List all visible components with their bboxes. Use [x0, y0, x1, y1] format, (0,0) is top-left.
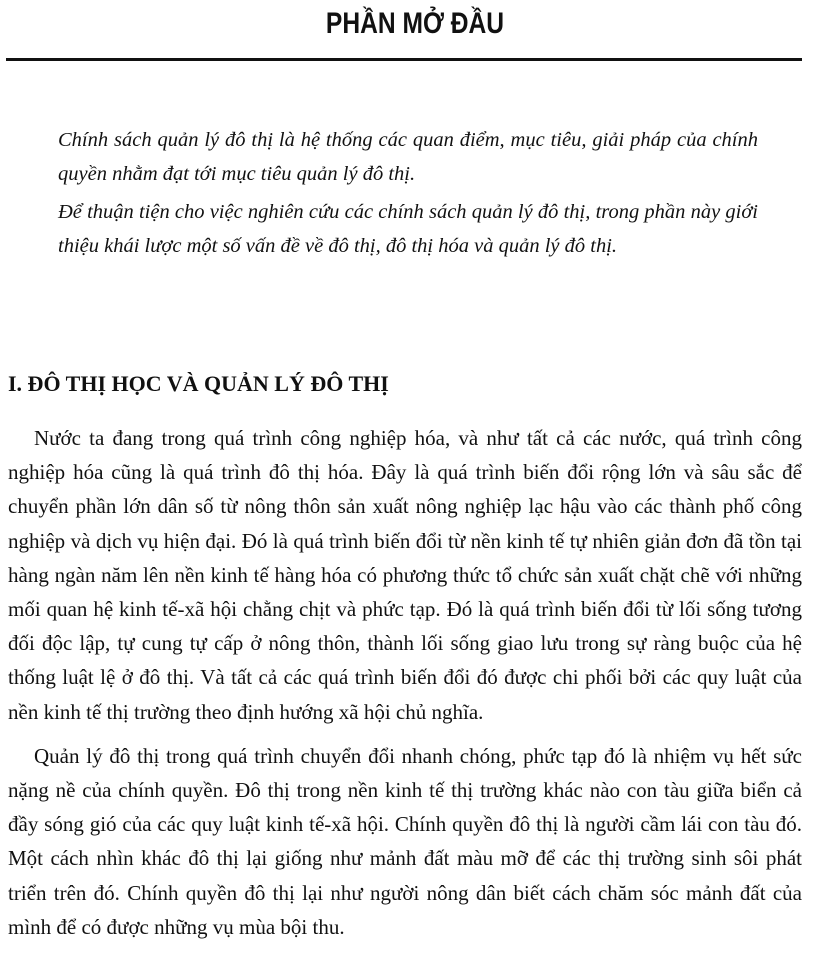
page-title: PHẦN MỞ ĐẦU [325, 7, 505, 40]
intro-paragraph: Chính sách quản lý đô thị là hệ thống các quan điểm, mục tiêu, giải pháp của chính quyền nhằm đạt tới mục tiêu quản lý đô thị. [58, 129, 758, 185]
section-body [8, 421, 802, 954]
intro-paragraph: Để thuận tiện cho việc nghiên cứu các chính sách quản lý đô thị, trong phần này giới thiệu khái lược một số vấn đề về đô thị, đô thị hóa và quản lý đô thị. [58, 201, 758, 257]
body-paragraph: Quản lý đô thị trong quá trình chuyển đổi nhanh chóng, phức tạp đó là nhiệm vụ hết sức nặng nề của chính quyền. Đô thị trong nền kinh tế thị trường khác nào con tàu giữa biển cả đầy sóng gió của các quy luật kinh tế-xã hội. Chính quyền đô thị là người cầm lái con tàu đó. Một cách nhìn khác đô thị lại giống như mảnh đất màu mỡ để các thị trường sinh sôi phát triển trên đó. Chính quyền đô thị lại như người nông dân biết cách chăm sóc mảnh đất của mình để có được những vụ mùa bội thu. [8, 743, 802, 939]
title-rule [6, 58, 802, 61]
section-heading: I. ĐÔ THỊ HỌC VÀ QUẢN LÝ ĐÔ THỊ [8, 371, 389, 396]
intro-block [58, 123, 758, 267]
body-paragraph: Nước ta đang trong quá trình công nghiệp hóa, và như tất cả các nước, quá trình công nghiệp hóa cũng là quá trình đô thị hóa. Đây là quá trình biến đổi rộng lớn và sâu sắc để chuyển phần lớn dân số từ nông thôn sản xuất nông nghiệp lạc hậu vào các thành phố công nghiệp và dịch vụ hiện đại. Đó là quá trình biến đổi từ nền kinh tế tự nhiên giản đơn đã tồn tại hàng ngàn năm lên nền kinh tế hàng hóa có phương thức tổ chức sản xuất chặt chẽ với những mối quan hệ kinh tế-xã hội chằng chịt và phức tạp. Đó là quá trình biến đổi từ lối sống tương đối độc lập, tự cung tự cấp ở nông thôn, thành lối sống giao lưu trong sự ràng buộc của hệ thống luật lệ ở đô thị. Và tất cả các quá trình biến đổi đó được chi phối bởi các quy luật của nền kinh tế thị trường theo định hướng xã hội chủ nghĩa. [8, 426, 802, 724]
